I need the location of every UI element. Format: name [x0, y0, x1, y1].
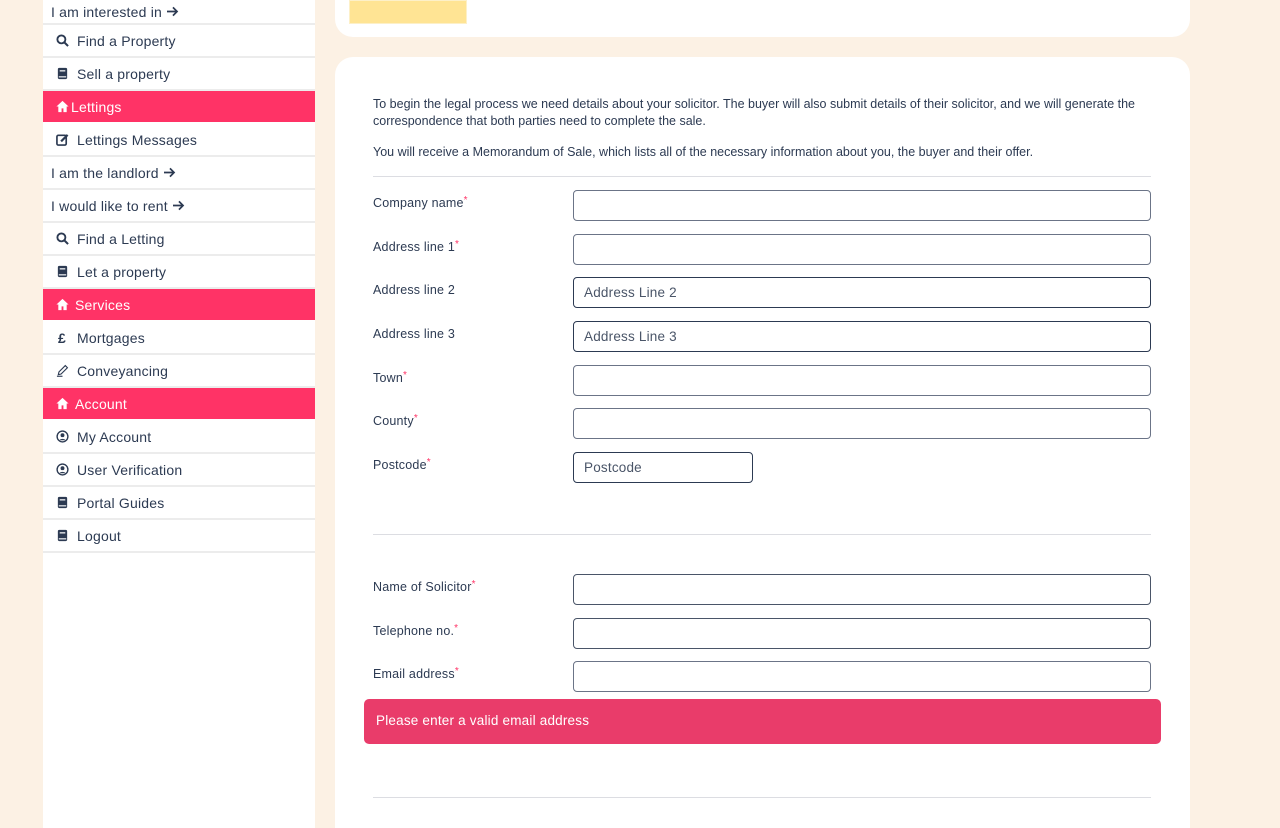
solicitor-name-row	[373, 574, 1151, 605]
sidebar-item-label: Lettings Messages	[77, 131, 198, 148]
top-card	[335, 0, 1190, 37]
sidebar-item-label: Conveyancing	[77, 362, 169, 379]
highlight-box	[349, 0, 467, 24]
address-line-1-label: Address line 1*	[373, 239, 460, 254]
address-line-3-input[interactable]	[573, 321, 1151, 352]
county-row	[373, 408, 1151, 439]
postcode-label: Postcode*	[373, 457, 431, 472]
divider	[373, 534, 1151, 535]
telephone-input[interactable]	[573, 618, 1151, 649]
address-line-2-label: Address line 2	[373, 283, 456, 297]
intro-paragraph: You will receive a Memorandum of Sale, which lists all of the necessary information about you, the buyer and their offer.	[373, 145, 1034, 159]
sidebar-item-portal-guides[interactable]	[43, 487, 315, 520]
solicitor-details-card	[335, 57, 1190, 828]
sidebar-item-find-a-letting[interactable]	[43, 223, 315, 256]
sidebar-item-user-verification[interactable]	[43, 454, 315, 487]
user-circle-icon	[55, 430, 69, 444]
home-icon	[55, 100, 69, 114]
solicitor-name-label: Name of Solicitor*	[373, 579, 476, 594]
sidebar-item-lettings-messages[interactable]	[43, 124, 315, 157]
sidebar-item-find-a-property[interactable]	[43, 25, 315, 58]
arrow-right-icon	[172, 200, 185, 211]
divider	[373, 797, 1151, 798]
sidebar-header-lettings[interactable]	[43, 91, 315, 124]
email-error-alert: Please enter a valid email address	[364, 699, 1161, 744]
sidebar-item-label: I would like to rent	[51, 197, 168, 214]
company-name-label: Company name*	[373, 195, 468, 210]
sidebar-item-label: Let a property	[77, 263, 167, 280]
email-input[interactable]	[573, 661, 1151, 692]
search-icon	[55, 232, 69, 246]
postcode-input[interactable]	[573, 452, 753, 483]
intro-paragraph: To begin the legal process we need details about your solicitor. The buyer will also submit details of their solicitor, and we will generate the correspondence that both parties need to complete the sale.	[373, 97, 1135, 128]
sidebar-item-label: Sell a property	[77, 65, 171, 82]
sidebar-item-label: I am interested in	[51, 3, 162, 20]
intro-text	[373, 96, 1153, 161]
town-label: Town*	[373, 370, 408, 385]
postcode-row	[373, 452, 1151, 483]
book-icon	[55, 496, 69, 510]
address-line-2-input[interactable]	[573, 277, 1151, 308]
sidebar-header-account[interactable]	[43, 388, 315, 421]
sidebar-item-i-am-the-landlord[interactable]	[43, 157, 315, 190]
sidebar-header-services[interactable]	[43, 289, 315, 322]
solicitor-name-input[interactable]	[573, 574, 1151, 605]
sidebar-item-label: My Account	[77, 428, 152, 445]
pound-icon: £	[58, 329, 66, 346]
county-input[interactable]	[573, 408, 1151, 439]
sidebar-item-conveyancing[interactable]	[43, 355, 315, 388]
sidebar-item-mortgages[interactable]	[43, 322, 315, 355]
sidebar-item-i-am-interested-in[interactable]	[43, 0, 315, 25]
user-circle-icon	[55, 463, 69, 477]
telephone-label: Telephone no.*	[373, 623, 459, 638]
sidebar-item-label: Find a Property	[77, 32, 176, 49]
sidebar-item-my-account[interactable]	[43, 421, 315, 454]
arrow-right-icon	[163, 167, 176, 178]
pencil-icon	[55, 364, 69, 378]
address-line-3-row	[373, 321, 1151, 352]
address-line-2-row	[373, 277, 1151, 308]
home-icon	[55, 298, 69, 312]
sidebar-item-label: Logout	[77, 527, 122, 544]
sidebar-item-let-a-property[interactable]	[43, 256, 315, 289]
sidebar-item-i-would-like-to-rent[interactable]	[43, 190, 315, 223]
sidebar-item-label: Mortgages	[77, 329, 145, 346]
search-icon	[55, 34, 69, 48]
sidebar-item-logout[interactable]	[43, 520, 315, 553]
edit-icon	[55, 133, 69, 147]
company-name-input[interactable]	[573, 190, 1151, 221]
sidebar-item-label: User Verification	[77, 461, 183, 478]
county-label: County*	[373, 413, 418, 428]
address-line-3-label: Address line 3	[373, 327, 456, 341]
address-line-1-row	[373, 234, 1151, 265]
town-row	[373, 365, 1151, 396]
book-icon	[55, 67, 69, 81]
sidebar-item-label: Services	[75, 296, 131, 313]
book-icon	[55, 529, 69, 543]
telephone-row	[373, 618, 1151, 649]
arrow-right-icon	[166, 6, 179, 17]
sidebar-item-sell-a-property[interactable]	[43, 58, 315, 91]
sidebar-item-label: Lettings	[71, 98, 122, 115]
sidebar-item-label: Account	[75, 395, 127, 412]
divider	[373, 176, 1151, 177]
sidebar-item-label: I am the landlord	[51, 164, 159, 181]
sidebar-item-label: Portal Guides	[77, 494, 165, 511]
sidebar-item-label: Find a Letting	[77, 230, 165, 247]
company-name-row	[373, 190, 1151, 221]
town-input[interactable]	[573, 365, 1151, 396]
address-line-1-input[interactable]	[573, 234, 1151, 265]
sidebar-nav	[43, 0, 315, 828]
book-icon	[55, 265, 69, 279]
home-icon	[55, 397, 69, 411]
email-label: Email address*	[373, 666, 459, 681]
email-row	[373, 661, 1151, 692]
